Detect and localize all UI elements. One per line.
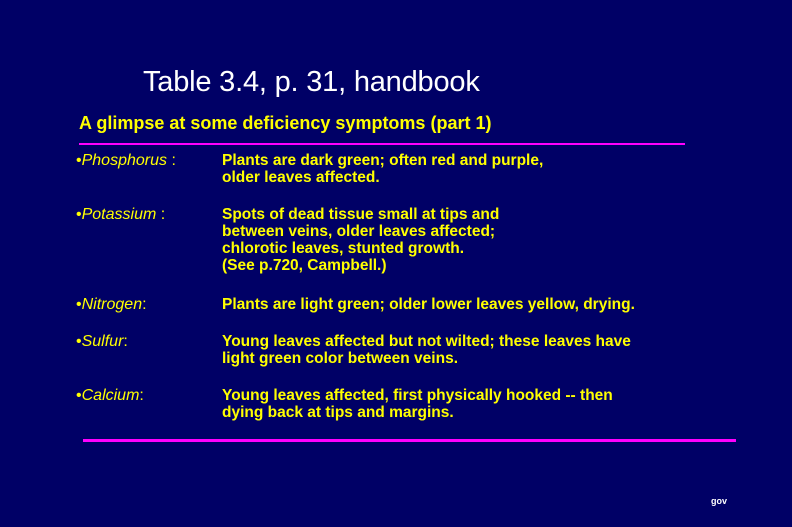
separator: : <box>139 387 144 404</box>
nutrient-name: Potassium <box>81 206 157 223</box>
description-line: light green color between veins. <box>222 350 458 367</box>
separator: : <box>142 296 147 313</box>
description-line: between veins, older leaves affected; <box>222 223 496 240</box>
nutrient-name: Calcium <box>81 387 140 404</box>
description-line: dying back at tips and margins. <box>222 404 454 421</box>
description <box>222 387 613 421</box>
description <box>222 296 635 313</box>
bullet: • <box>76 152 82 169</box>
separator: : <box>123 333 128 350</box>
bullet: • <box>76 387 82 404</box>
footer-text: gov <box>711 496 728 506</box>
term <box>76 206 165 224</box>
description <box>222 333 631 367</box>
description-line: Young leaves affected, first physically hooked -- then <box>222 387 613 404</box>
separator: : <box>171 152 176 169</box>
description-line: Young leaves affected but not wilted; these leaves have <box>222 333 631 350</box>
bottom-divider <box>83 439 736 442</box>
bullet: • <box>76 296 82 313</box>
description-line: Plants are light green; older lower leaves yellow, drying. <box>222 296 635 313</box>
term <box>76 387 144 405</box>
slide-title: Table 3.4, p. 31, handbook <box>143 66 480 98</box>
description-line: older leaves affected. <box>222 169 380 186</box>
separator: : <box>160 206 166 223</box>
description <box>222 152 543 186</box>
nutrient-name: Nitrogen <box>81 296 143 313</box>
term <box>76 296 147 314</box>
term <box>76 152 176 170</box>
description <box>222 206 499 274</box>
bullet: • <box>76 206 82 223</box>
description-line: Spots of dead tissue small at tips and <box>222 206 500 223</box>
bullet: • <box>76 333 82 350</box>
description-line: chlorotic leaves, stunted growth. <box>222 240 465 257</box>
nutrient-name: Phosphorus <box>81 152 167 169</box>
term <box>76 333 128 351</box>
nutrient-name: Sulfur <box>81 333 124 350</box>
top-divider <box>79 143 685 145</box>
description-line: (See p.720, Campbell.) <box>222 257 387 274</box>
description-line: Plants are dark green; often red and purple, <box>222 152 544 169</box>
slide-subtitle: A glimpse at some deficiency symptoms (part 1) <box>79 113 492 133</box>
